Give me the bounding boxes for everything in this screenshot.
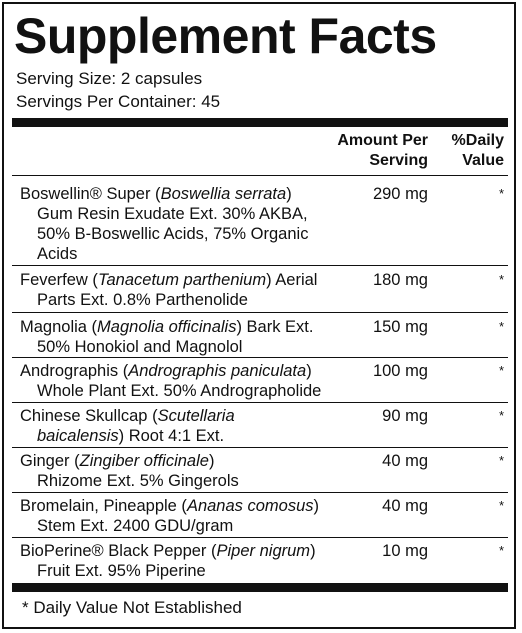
ingredient-amount: 290 mg <box>372 185 428 203</box>
ingredient-name: BioPerine® Black Pepper (Piper nigrum) Fruit Ext. 95% Piperine <box>20 542 316 580</box>
ingredient-amount: 10 mg <box>382 542 428 560</box>
dv-header-line2: Value <box>462 152 504 169</box>
ingredient-name: Andrographis (Andrographis paniculata) Whole Plant Ext. 50% Andrographolide <box>20 362 322 400</box>
row-divider <box>12 492 508 493</box>
ingredient-dv: * <box>498 408 504 423</box>
daily-value-footnote: * Daily Value Not Established <box>22 598 242 617</box>
row-divider <box>12 447 508 448</box>
row-divider <box>12 537 508 538</box>
servings-per-container: Servings Per Container: 45 <box>16 92 221 111</box>
ingredient-dv: * <box>498 319 504 334</box>
daily-value-header <box>440 131 504 171</box>
ingredient-name: Feverfew (Tanacetum parthenium) Aerial Parts Ext. 0.8% Parthenolide <box>20 271 318 309</box>
ingredient-name: Boswellin® Super (Boswellia serrata) Gum Resin Exudate Ext. 30% AKBA, 50% B-Boswellic Acids, 75% Organic Acids <box>20 185 309 263</box>
ingredient-name: Magnolia (Magnolia officinalis) Bark Ext. 50% Honokiol and Magnolol <box>20 318 314 356</box>
dv-header-line1: %Daily <box>451 132 504 149</box>
header-divider <box>12 175 508 176</box>
row-divider <box>12 265 508 266</box>
ingredient-amount: 100 mg <box>372 362 428 380</box>
row-divider <box>12 402 508 403</box>
ingredient-amount: 180 mg <box>372 271 428 289</box>
amount-header-line2: Serving <box>369 152 428 169</box>
ingredient-name: Ginger (Zingiber officinale) Rhizome Ext. 5% Gingerols <box>20 452 239 490</box>
ingredient-amount: 40 mg <box>382 497 428 515</box>
ingredient-amount: 150 mg <box>372 318 428 336</box>
top-divider <box>12 118 508 127</box>
ingredient-amount: 40 mg <box>382 452 428 470</box>
ingredient-name: Bromelain, Pineapple (Ananas comosus) Stem Ext. 2400 GDU/gram <box>20 497 320 535</box>
ingredient-dv: * <box>498 543 504 558</box>
ingredient-name: Chinese Skullcap (Scutellaria baicalensis) Root 4:1 Ext. <box>20 407 235 445</box>
row-divider <box>12 357 508 358</box>
bottom-divider <box>12 583 508 592</box>
amount-per-serving-header <box>310 131 428 171</box>
amount-header-line1: Amount Per <box>337 132 428 149</box>
serving-size: Serving Size: 2 capsules <box>16 69 203 88</box>
row-divider <box>12 312 508 313</box>
ingredient-amount: 90 mg <box>382 407 428 425</box>
ingredient-dv: * <box>498 272 504 287</box>
ingredient-dv: * <box>498 363 504 378</box>
ingredient-dv: * <box>498 453 504 468</box>
ingredient-dv: * <box>498 498 504 513</box>
panel-title: Supplement Facts <box>14 8 437 64</box>
ingredient-dv: * <box>498 186 504 201</box>
